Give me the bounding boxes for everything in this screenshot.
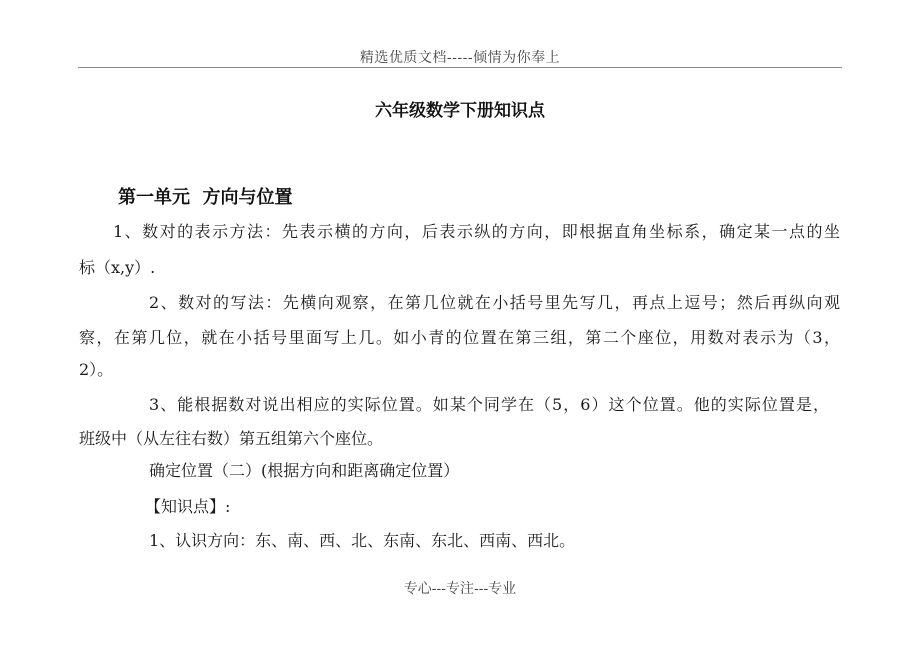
page-footer: 专心---专注---专业 [403,581,517,597]
subheading: 确定位置（二）(根据方向和距离确定位置） [149,461,460,480]
page-header: 精选优质文档-----倾情为你奉上 [359,50,561,66]
header-divider [78,67,842,68]
paragraph-2-line-1: 2、数对的写法：先横向观察，在第几位就在小括号里先写几，再点上逗号；然后再纵向观 [149,293,840,312]
paragraph-2-line-3: 2）。 [79,360,114,379]
document-title: 六年级数学下册知识点 [375,101,545,121]
paragraph-3-line-2: 班级中（从左往右数）第五组第六个座位。 [79,429,384,448]
section-title: 第一单元 方向与位置 [118,187,293,208]
paragraph-3-line-1: 3、能根据数对说出相应的实际位置。如某个同学在（5，6）这个位置。他的实际位置是， [149,395,829,414]
knowledge-point-label: 【知识点】: [145,497,231,516]
paragraph-2-line-2: 察，在第几位，就在小括号里面写上几。如小青的位置在第三组，第二个座位，用数对表示为（3， [79,328,840,347]
directions-line: 1、认识方向：东、南、西、北、东南、东北、西南、西北。 [149,531,576,550]
paragraph-1-line-2: 标（x,y）. [79,258,156,277]
paragraph-1-line-1: 1、数对的表示方法：先表示横的方向，后表示纵的方向，即根据直角坐标系，确定某一点的坐 [113,222,840,241]
